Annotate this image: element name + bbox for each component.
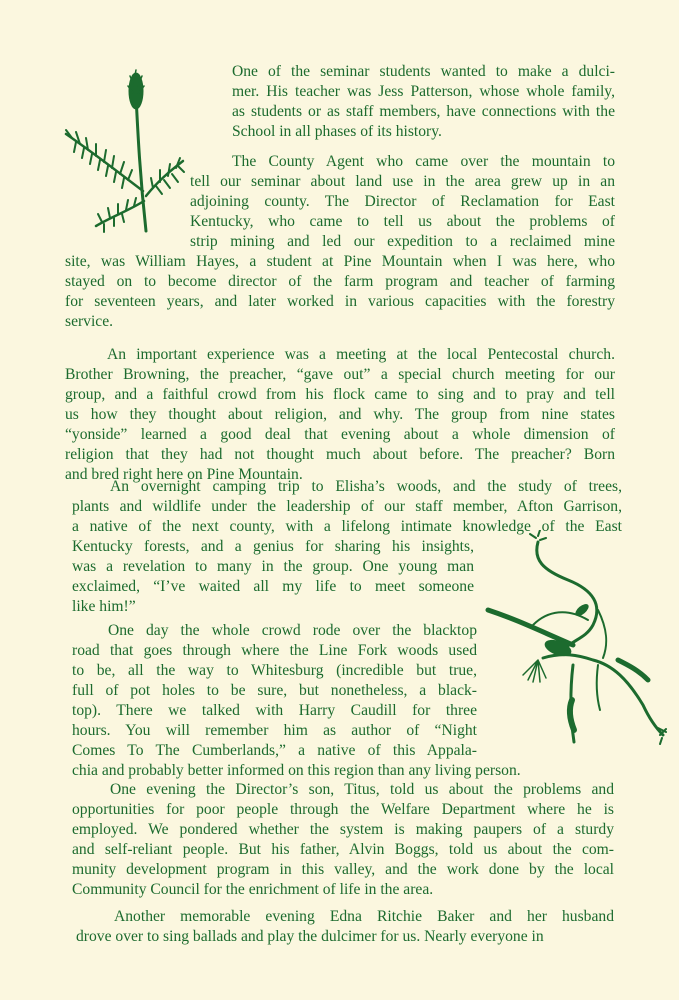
paragraph-5-line: One day the whole crowd rode over the blacktop <box>108 622 477 639</box>
paragraph-3-line: and bred right here on Pine Mountain. <box>65 466 303 483</box>
paragraph-2-line: service. <box>65 313 114 330</box>
paragraph-3-line: group, and a faithful crowd from his flock came to sing and to pray and tell <box>65 386 615 403</box>
paragraph-2-line: adjoining county. The Director of Reclamation for East <box>190 193 615 210</box>
paragraph-3-line: An important experience was a meeting at the local Pentecostal church. <box>107 346 615 363</box>
paragraph-2-line: The County Agent who came over the mountain to <box>232 153 615 170</box>
paragraph-2-line: stayed on to become director of the farm program and teacher of farming <box>65 273 615 290</box>
paragraph-4-line: An overnight camping trip to Elisha’s woods, and the study of trees, <box>110 478 622 495</box>
paragraph-5-line: road that goes through where the Line Fork woods used <box>72 642 477 659</box>
paragraph-5-line: Comes To The Cumberlands,” a native of this Appala- <box>72 742 477 759</box>
paragraph-6-line: One evening the Director’s son, Titus, told us about the problems and <box>110 781 614 798</box>
paragraph-5-line: hours. You will remember him as author of “Night <box>72 722 477 739</box>
paragraph-5-line: chia and probably better informed on this region than any living person. <box>72 762 521 779</box>
paragraph-6-line: employed. We pondered whether the system is making paupers of a sturdy <box>72 821 614 838</box>
paragraph-4-line: a native of the next county, with a lifelong intimate knowledge of the East <box>72 518 622 535</box>
paragraph-7-line: drove over to sing ballads and play the dulcimer for us. Nearly everyone in <box>76 928 544 945</box>
paragraph-2-line: tell our seminar about land use in the area grew up in an <box>190 173 615 190</box>
paragraph-6-line: munity development program in this valley, and the work done by the local <box>72 861 614 878</box>
paragraph-5-line: full of pot holes to be sure, but nonetheless, a black- <box>72 682 477 699</box>
paragraph-3-line: “yonside” learned a good deal that evening about a whole dimension of <box>65 426 615 443</box>
paragraph-5-line: top). There we talked with Harry Caudill for three <box>72 702 477 719</box>
wild-plant-illustration <box>478 530 673 745</box>
paragraph-6-line: opportunities for poor people through the Welfare Department where he is <box>72 801 614 818</box>
paragraph-7-line: Another memorable evening Edna Ritchie Baker and her husband <box>114 908 614 925</box>
paragraph-1-line: mer. His teacher was Jess Patterson, whose whole family, <box>232 83 615 100</box>
paragraph-3-line: religion that they had not thought much about before. The preacher? Born <box>65 446 615 463</box>
paragraph-3-line: Brother Browning, the preacher, “gave out” a special church meeting for our <box>65 366 615 383</box>
paragraph-5-line: to be, all the way to Whitesburg (incredible but true, <box>72 662 477 679</box>
paragraph-6-line: Community Council for the enrichment of life in the area. <box>72 881 434 898</box>
paragraph-1-line: School in all phases of its history. <box>232 123 442 140</box>
paragraph-1-line: as students or as staff members, have connections with the <box>232 103 615 120</box>
paragraph-2-line: Kentucky, who came to tell us about the problems of <box>190 213 615 230</box>
paragraph-4-line: was a revelation to many in the group. One young man <box>72 558 474 575</box>
paragraph-6-line: and self-reliant people. But his father, Alvin Boggs, told us about the com- <box>72 841 614 858</box>
paragraph-1-line: One of the seminar students wanted to make a dulci- <box>232 63 615 80</box>
fern-sprig-illustration <box>58 66 188 236</box>
paragraph-4-line: plants and wildlife under the leadership of our staff member, Afton Garrison, <box>72 498 622 515</box>
paragraph-2-line: site, was William Hayes, a student at Pine Mountain when I was here, who <box>65 253 615 270</box>
paragraph-3-line: us how they thought about religion, and why. The group from nine states <box>65 406 615 423</box>
paragraph-2-line: strip mining and led our expedition to a reclaimed mine <box>190 233 615 250</box>
paragraph-4-line: Kentucky forests, and a genius for sharing his insights, <box>72 538 474 555</box>
paragraph-4-line: like him!” <box>72 598 136 615</box>
paragraph-2-line: for seventeen years, and later worked in various capacities with the forestry <box>65 293 615 310</box>
paragraph-4-line: exclaimed, “I’ve waited all my life to meet someone <box>72 578 474 595</box>
